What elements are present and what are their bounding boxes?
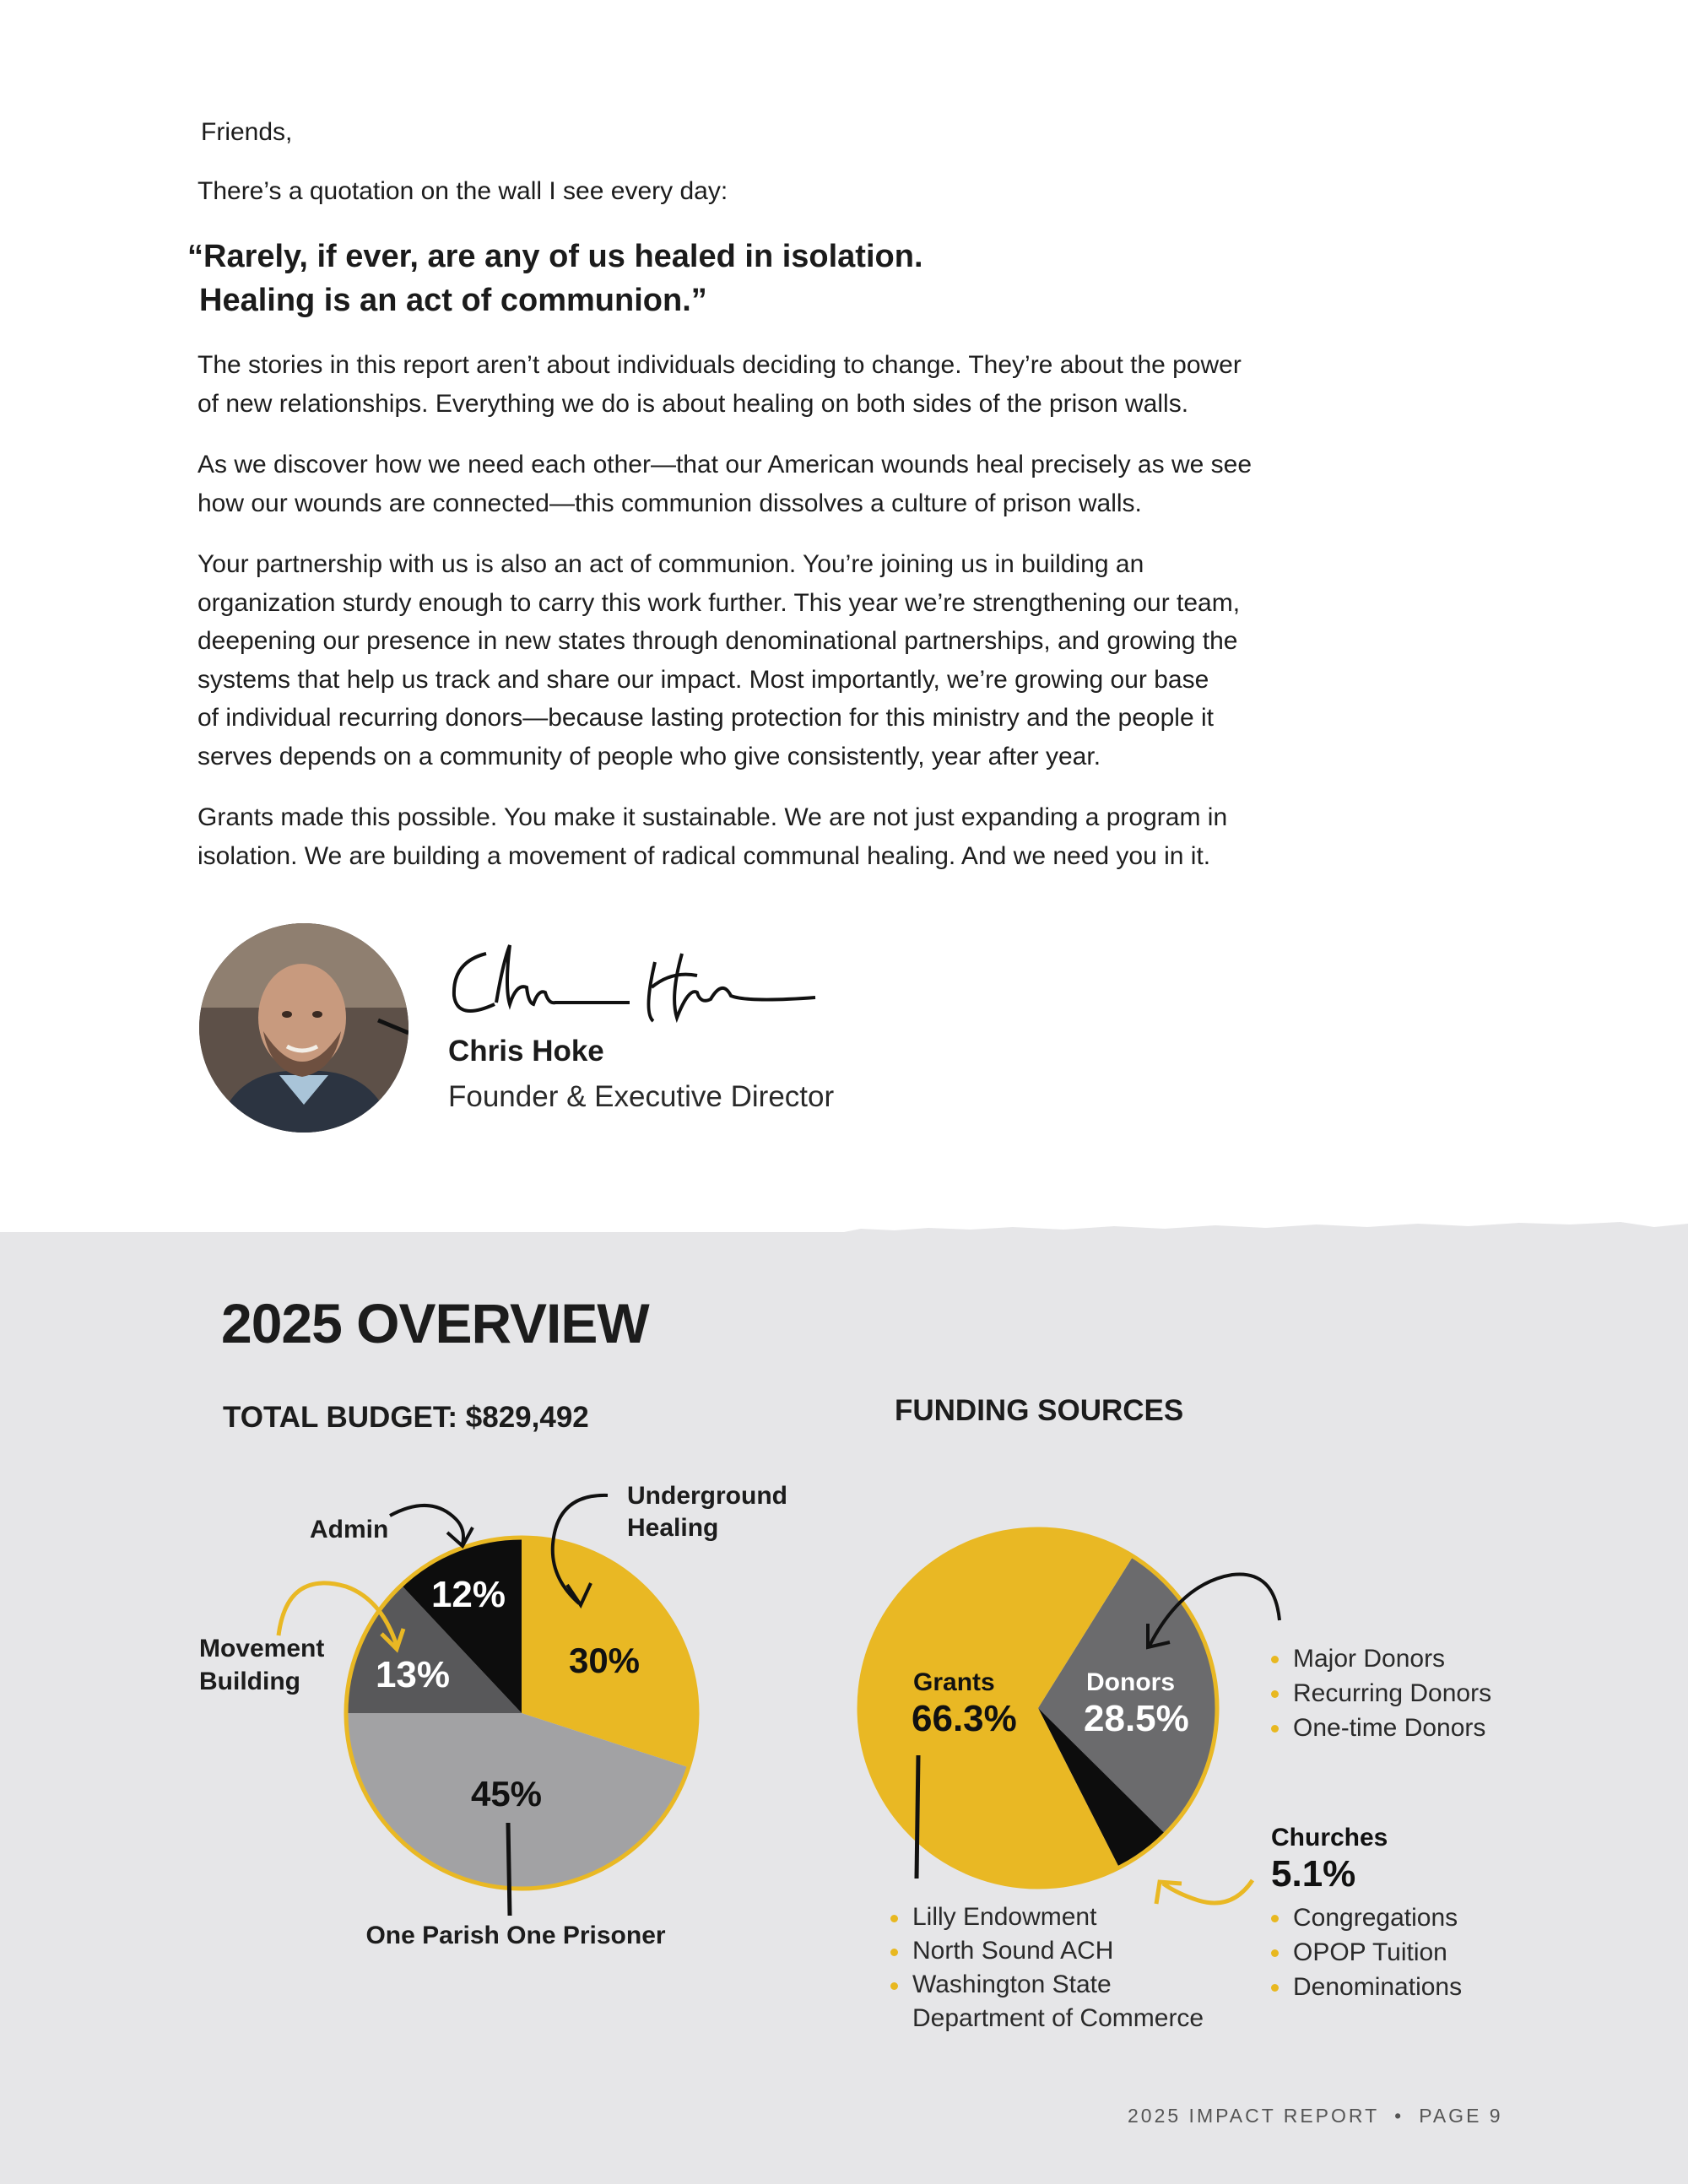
paragraph-line: Grants made this possible. You make it sustainable. We are not just expanding a program in bbox=[197, 803, 1228, 831]
list-item: Washington State bbox=[889, 1968, 1204, 2002]
quote-line-1: “Rarely, if ever, are any of us healed in isolation. bbox=[187, 239, 923, 274]
greeting: Friends, bbox=[201, 118, 293, 146]
slice-name-churches: Churches bbox=[1271, 1824, 1388, 1852]
footer-separator: • bbox=[1394, 2105, 1404, 2127]
funding-heading: FUNDING SOURCES bbox=[895, 1394, 1184, 1427]
slice-label-underground: 30% bbox=[568, 1641, 641, 1680]
callout-movement-line1: Movement bbox=[199, 1635, 325, 1662]
paragraph-line: of new relationships. Everything we do is about healing on both sides of the prison walls. bbox=[197, 389, 1189, 418]
callout-underground-line1: Underground bbox=[627, 1482, 787, 1510]
list-item: Major Donors bbox=[1269, 1641, 1491, 1676]
list-item: Lilly Endowment bbox=[889, 1900, 1204, 1934]
signer-name: Chris Hoke bbox=[448, 1035, 604, 1068]
overview-title: 2025 OVERVIEW bbox=[221, 1292, 649, 1354]
slice-label-grants: 66.3% bbox=[912, 1698, 1017, 1739]
list-item: OPOP Tuition bbox=[1269, 1935, 1462, 1970]
churches-list bbox=[1269, 1900, 1462, 2004]
paragraph-line: deepening our presence in new states through denominational partnerships, and growing the bbox=[197, 627, 1238, 655]
callout-movement-line2: Building bbox=[199, 1668, 300, 1695]
list-item-continuation: Department of Commerce bbox=[912, 2004, 1204, 2032]
callout-admin: Admin bbox=[310, 1516, 389, 1543]
budget-pie bbox=[346, 1538, 697, 1889]
slice-label-movement: 13% bbox=[375, 1654, 451, 1695]
callout-opop: One Parish One Prisoner bbox=[365, 1922, 666, 1949]
slice-label-admin: 12% bbox=[430, 1574, 506, 1615]
paragraph-line: Your partnership with us is also an act of communion. You’re joining us in building an bbox=[197, 550, 1144, 578]
paragraph-line: The stories in this report aren’t about individuals deciding to change. They’re about the power bbox=[197, 351, 1242, 379]
arrow-opop bbox=[508, 1823, 510, 1916]
paragraph-line: systems that help us track and share our impact. Most importantly, we’re growing our base bbox=[197, 665, 1209, 694]
list-item: Recurring Donors bbox=[1269, 1676, 1491, 1711]
callout-underground-line2: Healing bbox=[627, 1514, 719, 1542]
page-footer bbox=[1128, 2105, 1503, 2127]
intro-line: There’s a quotation on the wall I see every day: bbox=[197, 177, 728, 205]
paragraph-line: serves depends on a community of people who give consistently, year after year. bbox=[197, 742, 1101, 770]
slice-label-donors: 28.5% bbox=[1084, 1698, 1189, 1739]
grants-list bbox=[889, 1900, 1204, 2035]
paragraph-line: of individual recurring donors—because lasting protection for this ministry and the people it bbox=[197, 704, 1214, 732]
paragraph-line: organization sturdy enough to carry this work further. This year we’re strengthening our team, bbox=[197, 588, 1241, 617]
list-item: Congregations bbox=[1269, 1900, 1462, 1935]
list-item: Denominations bbox=[1269, 1970, 1462, 2004]
paragraph-line: how our wounds are connected—this communion dissolves a culture of prison walls. bbox=[197, 489, 1142, 517]
footer-page: PAGE 9 bbox=[1419, 2105, 1503, 2127]
paragraph-line: As we discover how we need each other—that our American wounds heal precisely as we see bbox=[197, 451, 1252, 478]
quote-line-2: Healing is an act of communion.” bbox=[199, 283, 707, 318]
paragraph-line: isolation. We are building a movement of radical communal healing. And we need you in it. bbox=[197, 841, 1211, 870]
slice-label-opop: 45% bbox=[470, 1774, 543, 1814]
slice-label-churches: 5.1% bbox=[1271, 1853, 1356, 1895]
arrow-grants bbox=[917, 1755, 918, 1879]
donors-list bbox=[1269, 1641, 1491, 1745]
budget-heading: TOTAL BUDGET: $829,492 bbox=[223, 1401, 589, 1434]
slice-name-grants: Grants bbox=[913, 1668, 995, 1696]
signer-title: Founder & Executive Director bbox=[448, 1080, 835, 1113]
list-item: One-time Donors bbox=[1269, 1711, 1491, 1745]
arrow-admin bbox=[390, 1506, 473, 1546]
slice-name-donors: Donors bbox=[1086, 1668, 1175, 1696]
footer-report: 2025 IMPACT REPORT bbox=[1128, 2105, 1380, 2127]
list-item: North Sound ACH bbox=[889, 1934, 1204, 1968]
